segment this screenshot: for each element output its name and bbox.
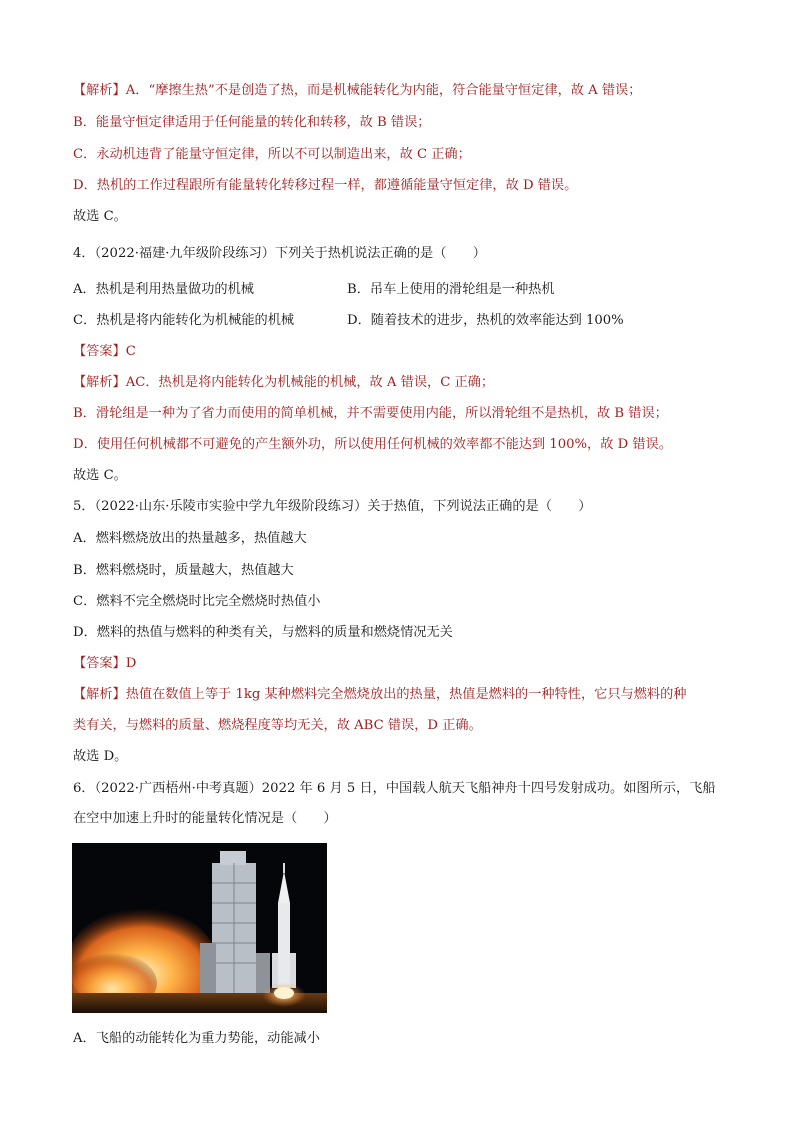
q4-analysis-line-1: 【解析】AC．热机是将内能转化为机械能的机械，故 A 错误，C 正确；: [73, 375, 495, 390]
q4-option-d: D．随着技术的进步，热机的效率能达到 100%: [347, 313, 624, 328]
q5-analysis-line-1: 【解析】热值在数值上等于 1kg 某种燃料完全燃烧放出的热量，热值是燃料的一种特性，它只与燃料的种: [73, 687, 687, 702]
q4-option-b: B．吊车上使用的滑轮组是一种热机: [347, 282, 555, 297]
answer-tag: 【答案】: [73, 656, 126, 671]
q5-choose: 故选 D。: [73, 749, 128, 764]
analysis-tag: 【解析】: [73, 375, 126, 390]
q4-stem: 4．（2022·福建·九年级阶段练习）下列关于热机说法正确的是（ ）: [73, 246, 486, 261]
q4-option-c: C．热机是将内能转化为机械能的机械: [73, 313, 295, 328]
analysis-tag: 【解析】: [73, 687, 126, 702]
q4-answer: [73, 343, 136, 361]
q5-analysis-line-2: 类有关，与燃料的质量、燃烧程度等均无关，故 ABC 错误，D 正确。: [73, 718, 482, 733]
q3-analysis-line-c: C．永动机违背了能量守恒定律，所以不可以制造出来，故 C 正确；: [73, 147, 471, 162]
q5-answer: [73, 655, 136, 673]
q5-stem: 5．（2022·山东·乐陵市实验中学九年级阶段练习）关于热值，下列说法正确的是（ ）: [73, 499, 592, 514]
q4-analysis-line-2: B．滑轮组是一种为了省力而使用的简单机械，并不需要使用内能，所以滑轮组不是热机，故 B 错误；: [73, 406, 668, 421]
q6-stem-line-2: 在空中加速上升时的能量转化情况是（ ）: [73, 811, 337, 826]
q4-option-a: A．热机是利用热量做功的机械: [73, 282, 254, 297]
q5-option-d: D．燃料的热值与燃料的种类有关，与燃料的质量和燃烧情况无关: [73, 625, 453, 640]
q5-option-b: B．燃料燃烧时，质量越大，热值越大: [73, 563, 294, 578]
rocket-launch-photo: [72, 843, 327, 1013]
answer-value: D: [125, 656, 137, 671]
answer-tag: 【答案】: [73, 344, 126, 359]
q4-analysis-line-3: D．使用任何机械都不可避免的产生额外功，所以使用任何机械的效率都不能达到 100%，故 D 错误。: [73, 437, 672, 452]
q6-option-a: A．飞船的动能转化为重力势能，动能减小: [73, 1031, 320, 1046]
q6-stem-line-1: 6．（2022·广西梧州·中考真题）2022 年 6 月 5 日，中国载人航天飞船神舟十四号发射成功。如图所示，飞船: [73, 781, 716, 796]
q5-option-c: C．燃料不完全燃烧时比完全燃烧时热值小: [73, 594, 321, 609]
answer-value: C: [125, 344, 136, 359]
q4-choose: 故选 C。: [73, 468, 127, 483]
analysis-tag: 【解析】: [73, 83, 126, 98]
q3-analysis-line-d: D．热机的工作过程跟所有能量转化转移过程一样，都遵循能量守恒定律，故 D 错误。: [73, 178, 578, 193]
q3-choose: 故选 C。: [73, 209, 127, 224]
q3-analysis-line-b: B．能量守恒定律适用于任何能量的转化和转移，故 B 错误；: [73, 115, 431, 130]
q3-analysis-line-a: 【解析】A．“摩擦生热”不是创造了热，而是机械能转化为内能，符合能量守恒定律，故 A 错误；: [73, 83, 642, 98]
q5-option-a: A．燃料燃烧放出的热量越多，热值越大: [73, 531, 307, 546]
